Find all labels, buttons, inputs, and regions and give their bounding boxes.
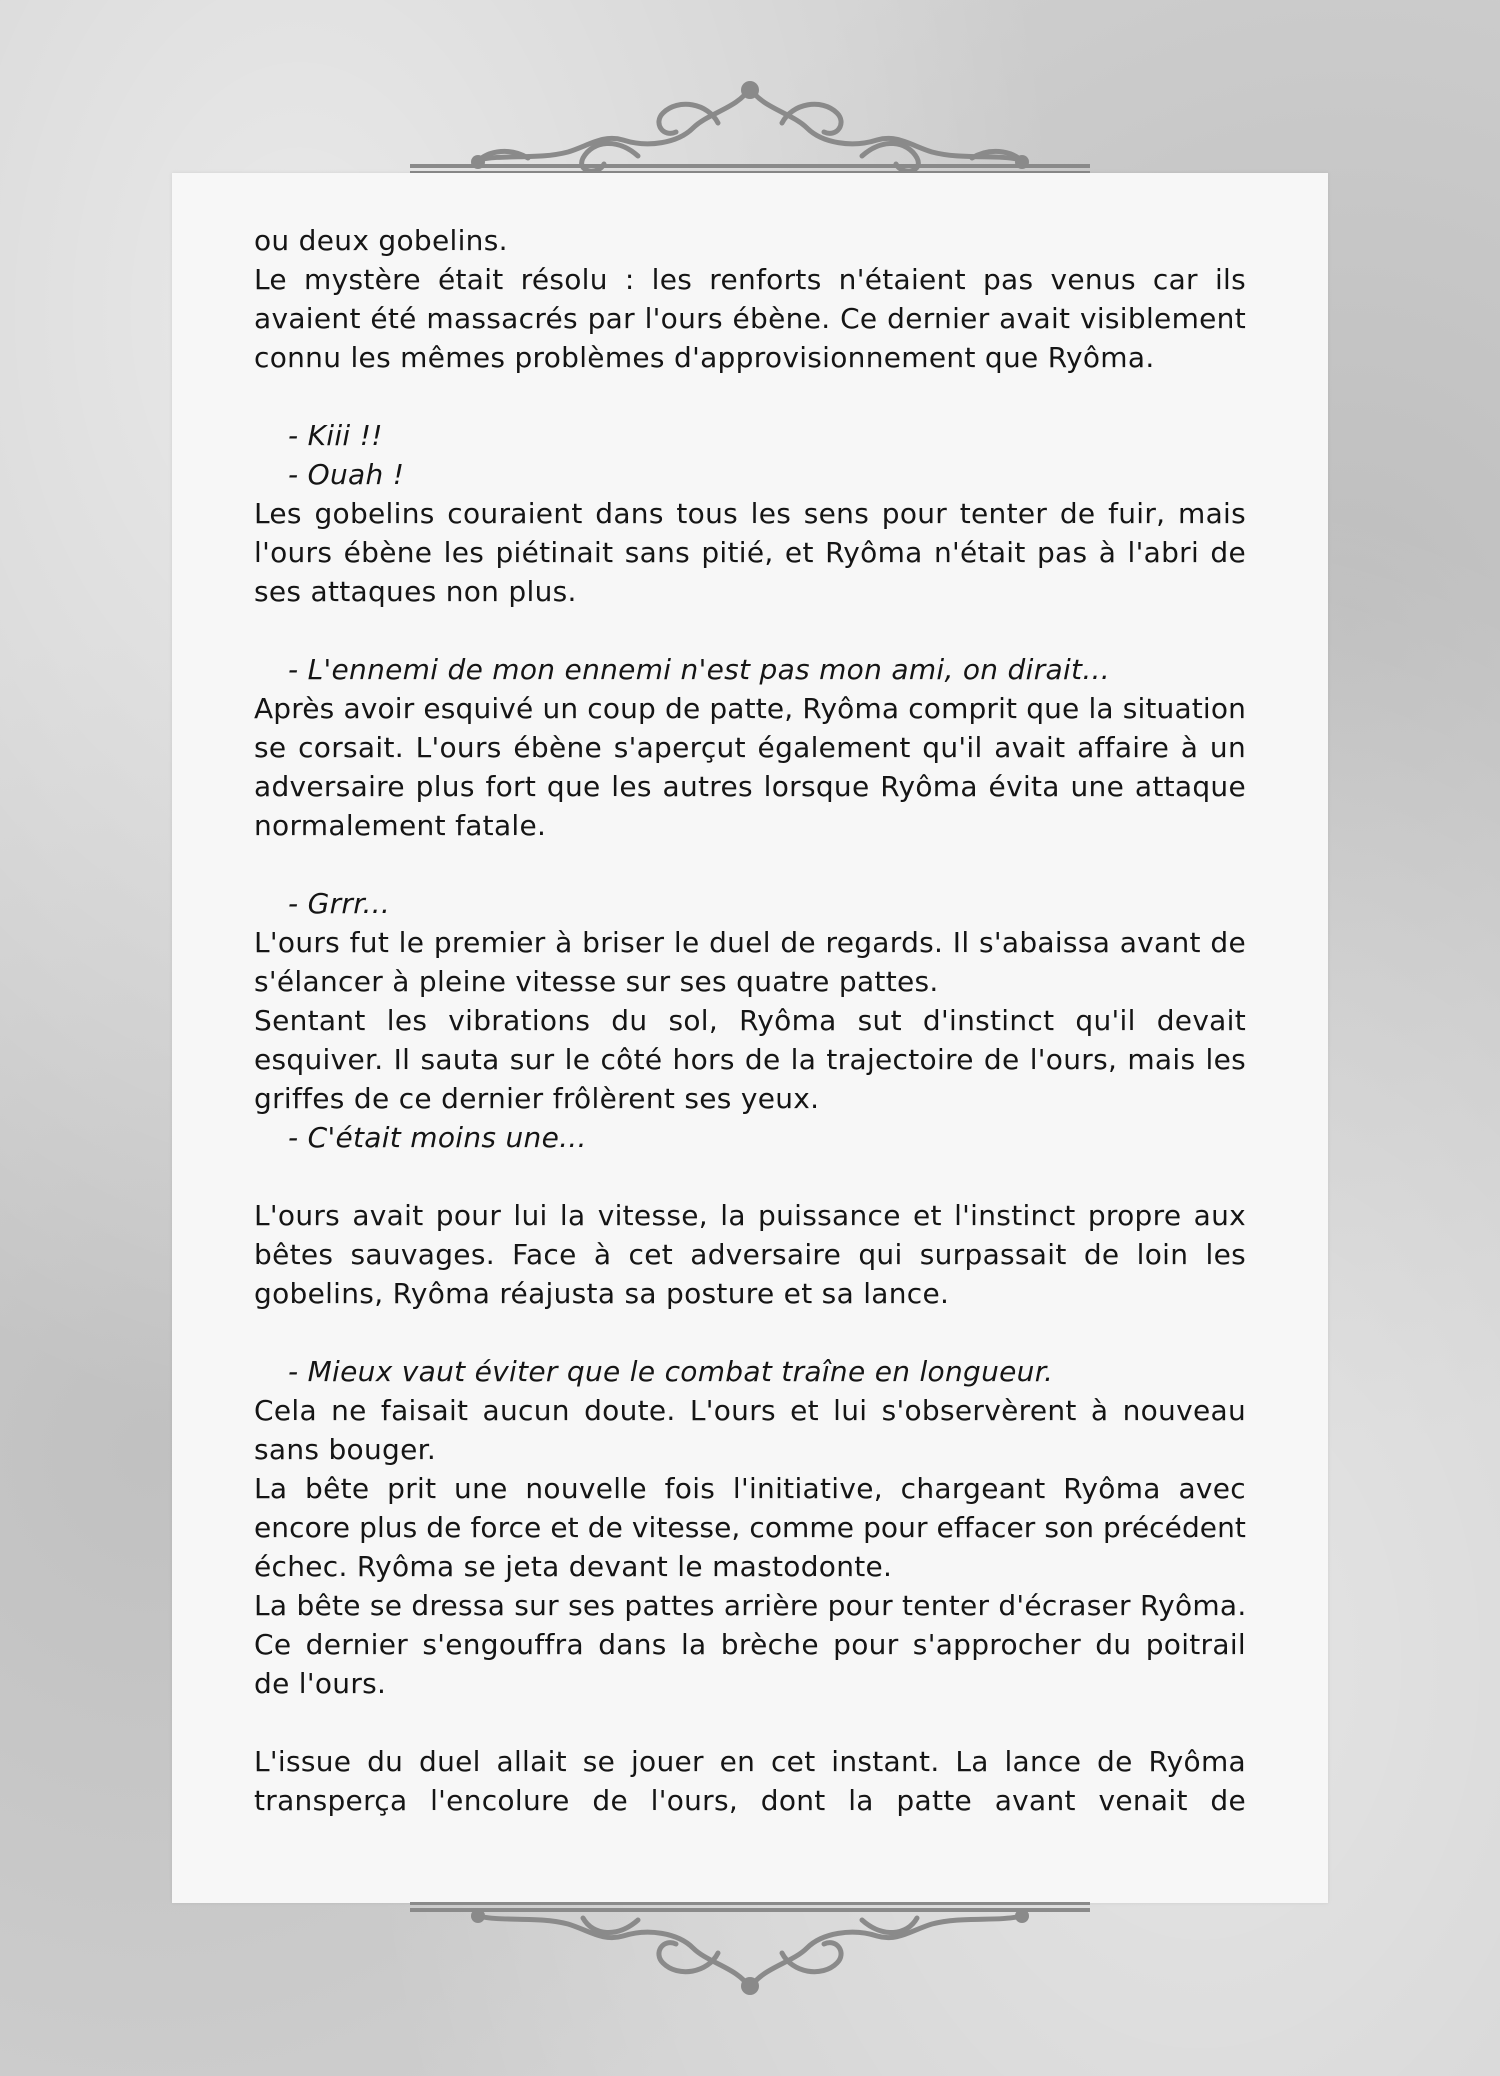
blank-line — [254, 1313, 1246, 1352]
dialogue-line: - C'était moins une... — [288, 1121, 587, 1154]
text-line: adversaire plus fort que les autres lorsque Ryôma évita une attaque — [254, 770, 1246, 803]
text-line: s'élancer à pleine vitesse sur ses quatre pattes. — [254, 965, 939, 998]
text-line: Après avoir esquivé un coup de patte, Ryôma comprit que la situation — [254, 692, 1246, 725]
text-line: sans bouger. — [254, 1433, 437, 1466]
text-body — [254, 221, 1246, 1820]
text-line: connu les mêmes problèmes d'approvisionnement que Ryôma. — [254, 341, 1155, 374]
text-line: ou deux gobelins. — [254, 224, 508, 257]
dialogue-line: - Ouah ! — [288, 458, 405, 491]
text-line: avaient été massacrés par l'ours ébène. Ce dernier avait visiblement — [254, 302, 1246, 335]
text-line: Les gobelins couraient dans tous les sens pour tenter de fuir, mais — [254, 497, 1246, 530]
dialogue-line: - Kiii !! — [288, 419, 383, 452]
text-line: échec. Ryôma se jeta devant le mastodonte. — [254, 1550, 893, 1583]
text-line: encore plus de force et de vitesse, comme pour effacer son précédent — [254, 1511, 1246, 1544]
dialogue-line: - Mieux vaut éviter que le combat traîne en longueur. — [288, 1355, 1054, 1388]
text-line: Ce dernier s'engouffra dans la brèche pour s'approcher du poitrail — [254, 1628, 1246, 1661]
text-line: La bête prit une nouvelle fois l'initiative, chargeant Ryôma avec — [254, 1472, 1246, 1505]
text-line: ses attaques non plus. — [254, 575, 577, 608]
ornament-top-divider — [408, 68, 1092, 178]
text-line: Sentant les vibrations du sol, Ryôma sut d'instinct qu'il devait — [254, 1004, 1246, 1037]
text-line: l'ours ébène les piétinait sans pitié, et Ryôma n'était pas à l'abri de — [254, 536, 1246, 569]
dialogue-line: - L'ennemi de mon ennemi n'est pas mon ami, on dirait... — [288, 653, 1110, 686]
text-line: gobelins, Ryôma réajusta sa posture et sa lance. — [254, 1277, 950, 1310]
blank-line — [254, 377, 1246, 416]
text-line: Cela ne faisait aucun doute. L'ours et lui s'observèrent à nouveau — [254, 1394, 1246, 1427]
text-line: transperça l'encolure de l'ours, dont la patte avant venait de — [254, 1784, 1246, 1817]
text-line: L'ours fut le premier à briser le duel de regards. Il s'abaissa avant de — [254, 926, 1246, 959]
text-line: bêtes sauvages. Face à cet adversaire qui surpassait de loin les — [254, 1238, 1246, 1271]
text-line: griffes de ce dernier frôlèrent ses yeux. — [254, 1082, 820, 1115]
blank-line — [254, 611, 1246, 650]
blank-line — [254, 845, 1246, 884]
text-line: normalement fatale. — [254, 809, 547, 842]
text-line: se corsait. L'ours ébène s'aperçut également qu'il avait affaire à un — [254, 731, 1246, 764]
text-line: de l'ours. — [254, 1667, 387, 1700]
text-line: L'ours avait pour lui la vitesse, la puissance et l'instinct propre aux — [254, 1199, 1246, 1232]
text-line: La bête se dressa sur ses pattes arrière pour tenter d'écraser Ryôma. — [254, 1589, 1247, 1622]
dialogue-line: - Grrr... — [288, 887, 391, 920]
blank-line — [254, 1703, 1246, 1742]
text-line: esquiver. Il sauta sur le côté hors de la trajectoire de l'ours, mais les — [254, 1043, 1246, 1076]
ornament-bottom-divider — [408, 1898, 1092, 2008]
text-line: Le mystère était résolu : les renforts n'étaient pas venus car ils — [254, 263, 1246, 296]
blank-line — [254, 1157, 1246, 1196]
text-line: L'issue du duel allait se jouer en cet instant. La lance de Ryôma — [254, 1745, 1246, 1778]
